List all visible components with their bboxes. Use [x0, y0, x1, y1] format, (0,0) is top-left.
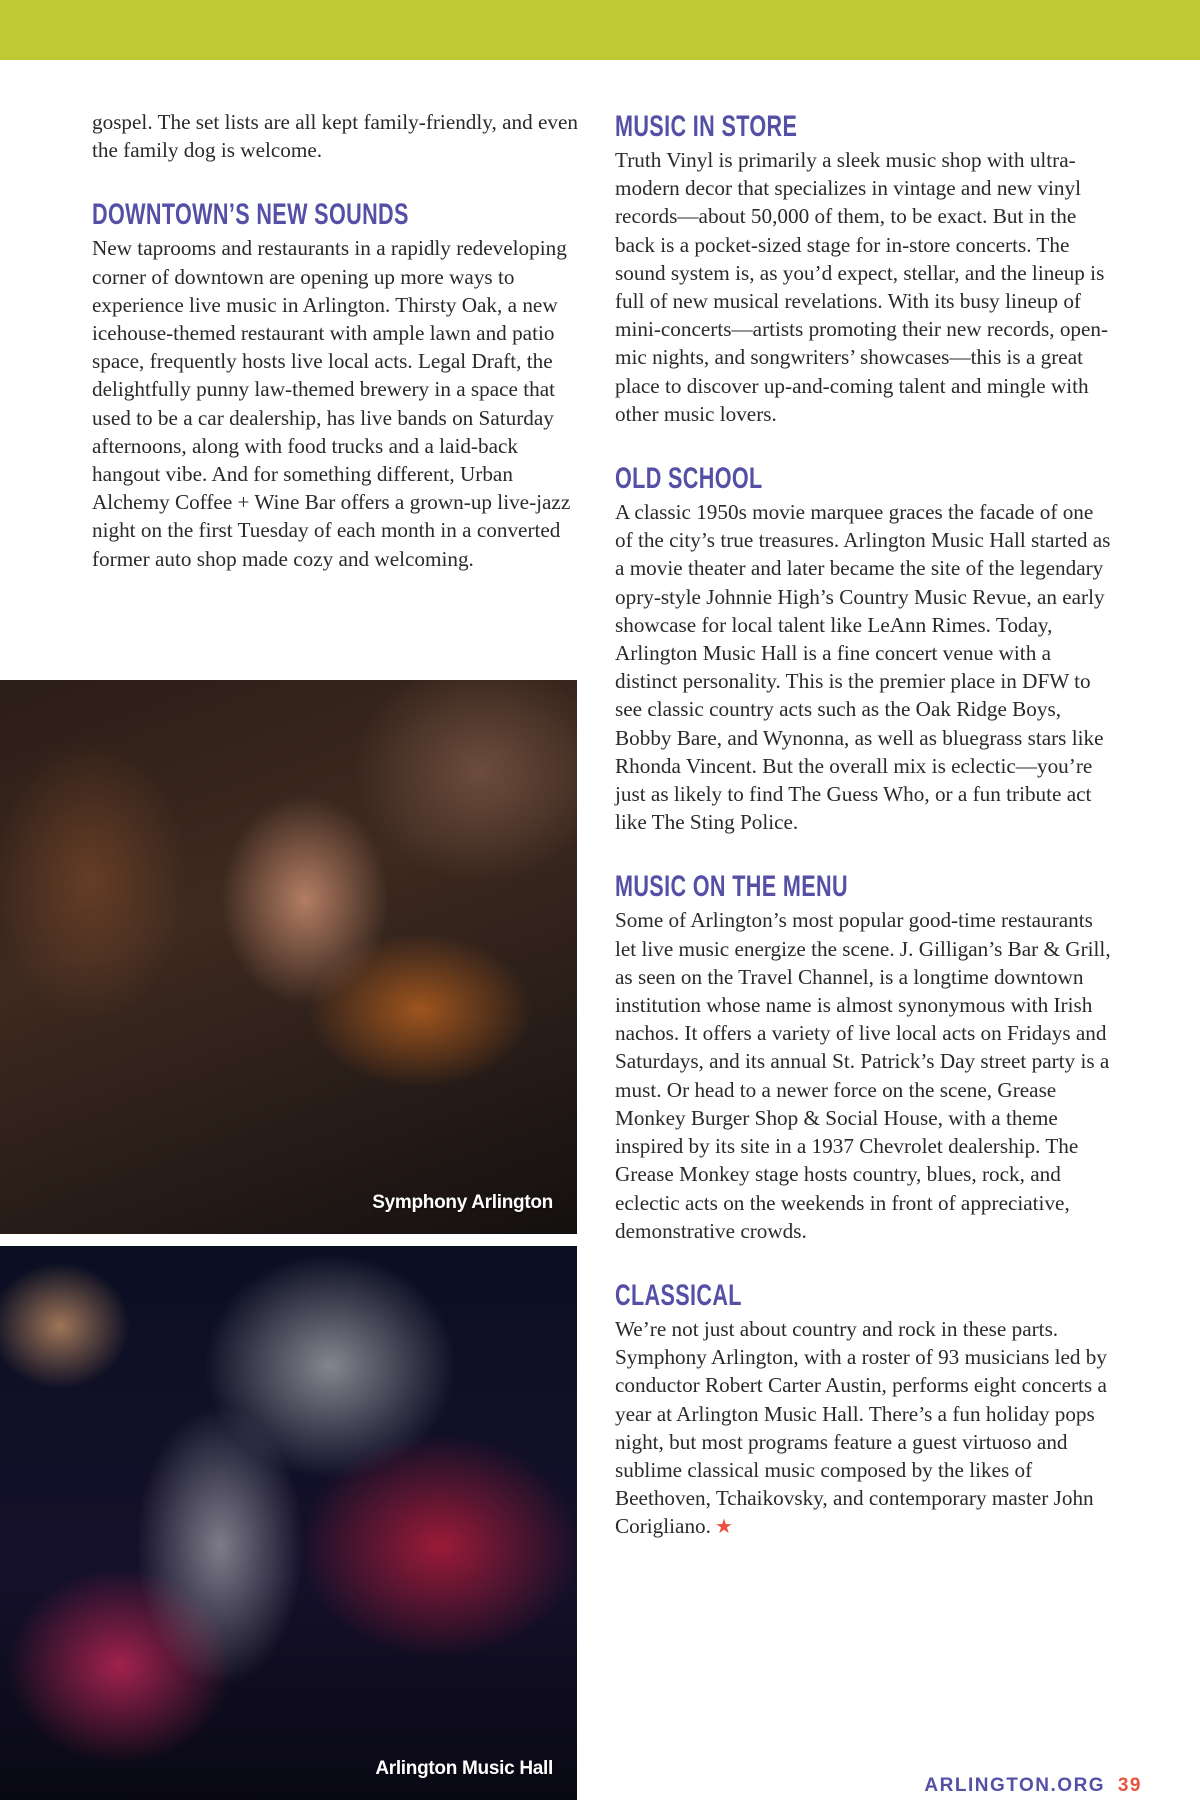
top-color-bar — [0, 0, 1200, 60]
section-heading: CLASSICAL — [615, 1278, 742, 1312]
section-body-text: We’re not just about country and rock in these parts. Symphony Arlington, with a roster of 93 musicians led by conductor Robert Carter Austin, performs eight concerts a year at Arlington Music Hall. There’s a fun holiday pops night, but most programs feature a guest virtuoso and sublime classical music composed by the likes of Beethoven, Tchaikovsky, and contemporary master John Corigliano. — [615, 1316, 1107, 1539]
intro-paragraph: gospel. The set lists are all kept family-friendly, and even the family dog is welcome. — [92, 110, 578, 163]
section-heading: OLD SCHOOL — [615, 462, 763, 496]
photo-music-hall-performer — [0, 1246, 577, 1800]
page-number: 39 — [1117, 1775, 1142, 1796]
photo-symphony-violinist — [0, 680, 577, 1234]
section-classical — [615, 1279, 1115, 1542]
right-column — [615, 110, 1115, 1576]
section-heading: MUSIC IN STORE — [615, 110, 798, 143]
section-heading: DOWNTOWN’S NEW SOUNDS — [92, 198, 409, 232]
section-downtowns-new-sounds — [92, 198, 582, 572]
section-body: A classic 1950s movie marquee graces the facade of one of the city’s true treasures. Arlington Music Hall started as a movie theater and later became the site of the legendary opry-style Johnnie High’s Country Music Revue, an early showcase for local talent like LeAnn Rimes. Today, Arlington Music Hall is a fine concert venue with a distinct personality. This is the premier place in DFW to see classic country acts such as the Oak Ridge Boys, Bobby Bare, and Wynonna, as well as bluegrass stars like Rhonda Vincent. But the overall mix is eclectic—you’re just as likely to find The Guess Who, or a fun tribute act like The Sting Police. — [615, 500, 1111, 835]
section-body: Some of Arlington’s most popular good-time restaurants let live music energize the scene. J. Gilligan’s Bar & Grill, as seen on the Travel Channel, is a longtime downtown institution whose name is almost synonymous with Irish nachos. It offers a variety of live local acts on Fridays and Saturdays, and its annual St. Patrick’s Day street party is a must. Or head to a newer force on the scene, Grease Monkey Burger Shop & Social House, with a theme inspired by its site in a 1937 Chevrolet dealership. The Grease Monkey stage hosts country, blues, rock, and eclectic acts on the weekends in front of appreciative, demonstrative crowds. — [615, 908, 1111, 1243]
section-body: New taprooms and restaurants in a rapidly redeveloping corner of downtown are opening up more ways to experience live music in Arlington. Thirsty Oak, a new icehouse-themed restaurant with ample lawn and patio space, frequently hosts live local acts. Legal Draft, the delightfully punny law-themed brewery in a space that used to be a car dealership, has live bands on Saturday afternoons, along with food trucks and a laid-back hangout vibe. And for something different, Urban Alchemy Coffee + Wine Bar offers a grown-up live-jazz night on the first Tuesday of each month in a converted former auto shop made cozy and welcoming. — [92, 236, 571, 571]
section-music-in-store — [615, 110, 1115, 428]
end-mark-star-icon: ★ — [714, 1516, 733, 1539]
section-body — [615, 1315, 1115, 1542]
footer-website-link[interactable]: ARLINGTON.ORG — [924, 1775, 1106, 1796]
photo-caption: Symphony Arlington — [372, 1192, 553, 1213]
intro-section — [92, 108, 582, 164]
photo-caption: Arlington Music Hall — [375, 1758, 553, 1779]
section-old-school — [615, 462, 1115, 836]
section-heading: MUSIC ON THE MENU — [615, 870, 848, 904]
section-music-on-the-menu — [615, 870, 1115, 1244]
page-footer — [924, 1775, 1142, 1797]
left-column — [92, 108, 582, 607]
section-body: Truth Vinyl is primarily a sleek music shop with ultra-modern decor that specializes in vintage and new vinyl records—about 50,000 of them, to be exact. But in the back is a pocket-sized stage for in-store concerts. The sound system is, as you’d expect, stellar, and the lineup is full of new musical revelations. With its busy lineup of mini-concerts—artists promoting their new records, open-mic nights, and songwriters’ showcases—this is a great place to discover up-and-coming talent and mingle with other music lovers. — [615, 148, 1109, 426]
